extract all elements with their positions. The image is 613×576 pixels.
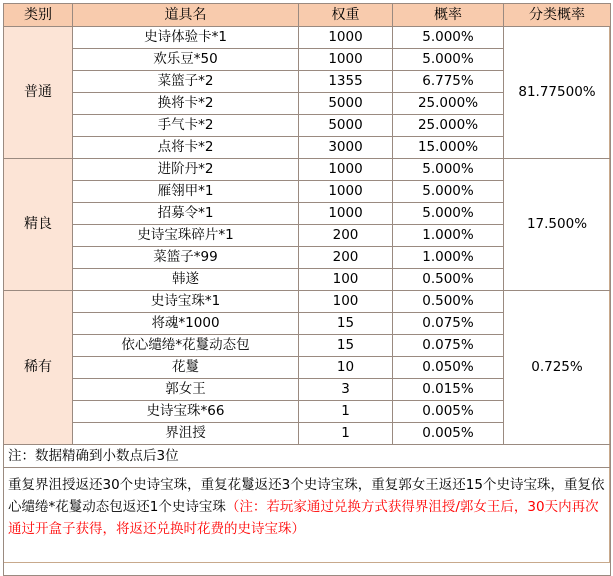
item-name-cell: 雁翎甲*1 [73,181,299,203]
description-row [4,468,611,576]
item-name-cell: 点将卡*2 [73,137,299,159]
probability-cell: 5.000% [393,203,504,225]
header-row [4,4,611,27]
weight-cell: 5000 [299,115,393,137]
category-probability-cell: 0.725% [504,291,611,445]
description-text: 重复界沮授返还30个史诗宝珠，重复花鬘返还3个史诗宝珠，重复郭女王返还15个史诗宝珠，重复依心缱绻*花鬘动态包返还1个史诗宝珠 [8,477,605,515]
table-body [4,27,611,445]
item-name-cell: 史诗宝珠*1 [73,291,299,313]
probability-cell: 1.000% [393,225,504,247]
probability-cell: 25.000% [393,93,504,115]
weight-cell: 200 [299,247,393,269]
item-name-cell: 欢乐豆*50 [73,49,299,71]
weight-cell: 1355 [299,71,393,93]
item-name-cell: 招募令*1 [73,203,299,225]
probability-cell: 25.000% [393,115,504,137]
weight-cell: 5000 [299,93,393,115]
probability-cell: 0.005% [393,423,504,445]
weight-cell: 3 [299,379,393,401]
weight-cell: 1 [299,423,393,445]
item-name-cell: 换将卡*2 [73,93,299,115]
weight-cell: 3000 [299,137,393,159]
probability-cell: 1.000% [393,247,504,269]
table-row [4,27,611,49]
weight-cell: 15 [299,335,393,357]
item-name-cell: 史诗宝珠碎片*1 [73,225,299,247]
item-name-cell: 手气卡*2 [73,115,299,137]
probability-cell: 15.000% [393,137,504,159]
header-item-name: 道具名 [73,4,299,27]
item-name-cell: 进阶丹*2 [73,159,299,181]
precision-note: 注：数据精确到小数点后3位 [4,445,611,468]
description-cell [4,468,611,576]
weight-cell: 1000 [299,181,393,203]
item-name-cell: 菜篮子*2 [73,71,299,93]
category-probability-cell: 81.77500% [504,27,611,159]
probability-cell: 0.075% [393,335,504,357]
probability-cell: 0.075% [393,313,504,335]
weight-cell: 1000 [299,159,393,181]
item-name-cell: 郭女王 [73,379,299,401]
probability-cell: 5.000% [393,159,504,181]
category-cell: 普通 [4,27,73,159]
category-probability-cell: 17.500% [504,159,611,291]
probability-cell: 5.000% [393,27,504,49]
probability-cell: 0.015% [393,379,504,401]
probability-cell: 0.500% [393,269,504,291]
item-name-cell: 界沮授 [73,423,299,445]
weight-cell: 1000 [299,27,393,49]
probability-cell: 6.775% [393,71,504,93]
header-weight: 权重 [299,4,393,27]
probability-cell: 0.005% [393,401,504,423]
table-row [4,291,611,313]
probability-cell: 0.050% [393,357,504,379]
weight-cell: 10 [299,357,393,379]
weight-cell: 1000 [299,49,393,71]
header-probability: 概率 [393,4,504,27]
weight-cell: 15 [299,313,393,335]
weight-cell: 1000 [299,203,393,225]
weight-cell: 100 [299,291,393,313]
item-name-cell: 菜篮子*99 [73,247,299,269]
header-category-probability: 分类概率 [504,4,611,27]
item-name-cell: 史诗体验卡*1 [73,27,299,49]
weight-cell: 100 [299,269,393,291]
item-name-cell: 花鬘 [73,357,299,379]
category-cell: 精良 [4,159,73,291]
probability-cell: 5.000% [393,181,504,203]
header-category: 类别 [4,4,73,27]
probability-table [3,3,611,576]
description-red-note: （注：若玩家通过兑换方式获得界沮授/郭女王后，30天内再次通过开盒子获得，将返还兑换时花费的史诗宝珠） [8,499,599,537]
note-row [4,445,611,468]
probability-cell: 0.500% [393,291,504,313]
probability-cell: 5.000% [393,49,504,71]
item-name-cell: 将魂*1000 [73,313,299,335]
weight-cell: 1 [299,401,393,423]
item-name-cell: 韩遂 [73,269,299,291]
item-name-cell: 史诗宝珠*66 [73,401,299,423]
item-name-cell: 依心缱绻*花鬘动态包 [73,335,299,357]
table-row [4,159,611,181]
weight-cell: 200 [299,225,393,247]
category-cell: 稀有 [4,291,73,445]
